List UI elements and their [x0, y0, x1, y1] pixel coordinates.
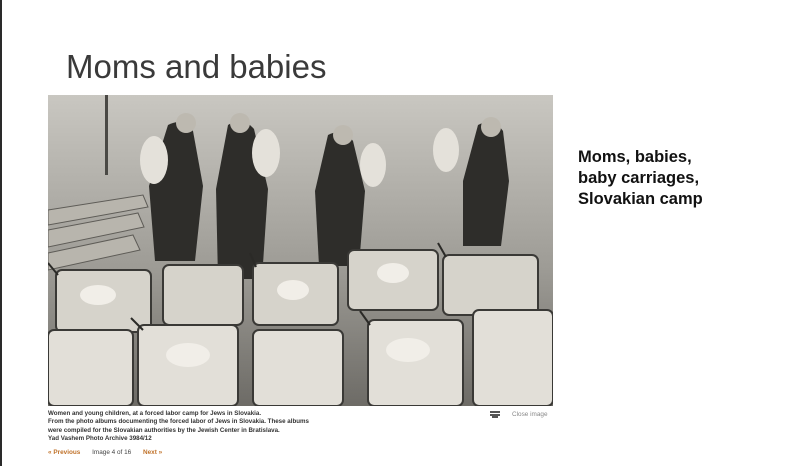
caption-line: Yad Vashem Photo Archive 3984/12 — [48, 435, 152, 443]
archive-photo[interactable] — [48, 95, 553, 406]
caption-line: were compiled for the Slovakian authorities by the Jewish Center in Bratislava. — [48, 426, 280, 434]
next-link[interactable]: Next » — [142, 449, 163, 456]
image-counter: Image 4 of 16 — [92, 449, 132, 456]
slide-side-caption: Moms, babies, baby carriages, Slovakian camp — [578, 148, 703, 208]
slide-title: Moms and babies — [66, 48, 327, 85]
window-left-border — [0, 0, 2, 466]
photo-navigation — [48, 449, 162, 456]
photo-caption — [48, 410, 448, 444]
caption-line: Women and young children, at a forced labor camp for Jews in Slovakia. — [48, 410, 262, 417]
close-image-link[interactable] — [490, 411, 548, 418]
close-image-label: Close image — [512, 411, 548, 419]
previous-link[interactable]: « Previous — [48, 449, 81, 456]
close-image-icon — [490, 411, 500, 418]
caption-line: From the photo albums documenting the forced labor of Jews in Slovakia. These albums — [48, 418, 309, 426]
